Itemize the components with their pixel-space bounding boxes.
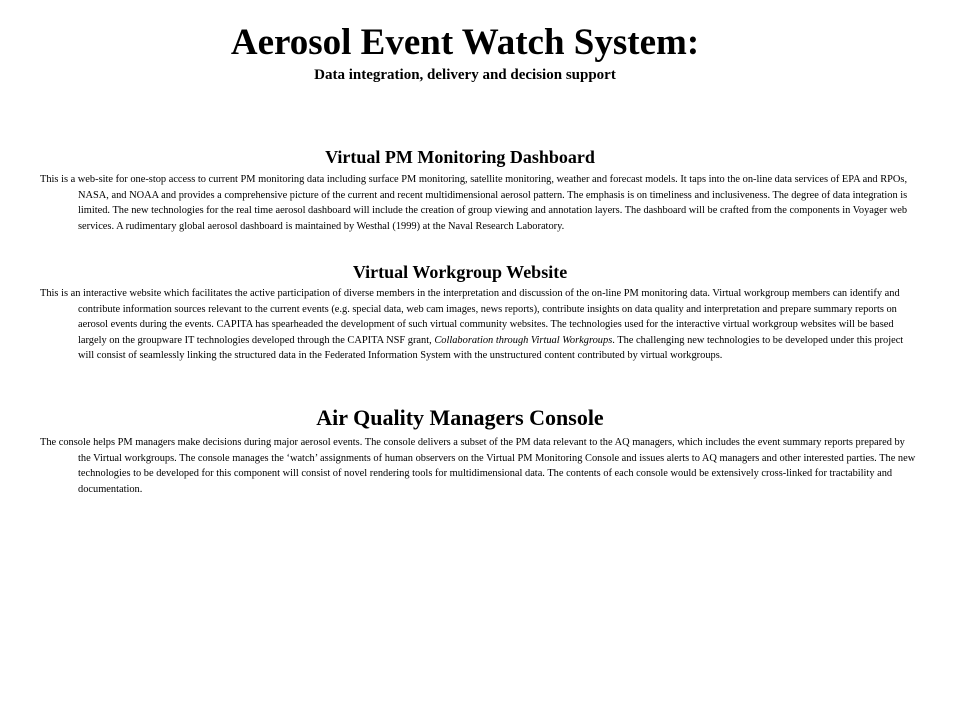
slide-subtitle: Data integration, delivery and decision support bbox=[314, 67, 616, 83]
section-body-dashboard: This is a web-site for one-stop access to current PM monitoring data including surface PM monitoring, satellite monitoring, weather and forecast models. It taps into the on-line data services of EPA and RPOs, NASA, and NOAA and provides a comprehensive picture of the current and recent multidimensional aerosol pattern. The emphasis is on timeliness and inclusiveness. The degree of data integration is limited. The new technologies for the real time aerosol dashboard will include the creation of group viewing and annotation layers. The dashboard will be crafted from the components in Voyager web services. A rudimentary global aerosol dashboard is maintained by Westhal (1999) at the Naval Research Laboratory. bbox=[40, 174, 908, 232]
workgroup-body-text-end: . The challenging new technologies to be developed under this project will consist of seamlessly linking the structured data in the Federated Information System with the unstructured content contributed by virtual workgroups. bbox=[78, 334, 904, 362]
section-heading-console: Air Quality Managers Console bbox=[316, 405, 604, 430]
slide-title: Aerosol Event Watch System: bbox=[230, 22, 700, 63]
workgroup-grant-title: Collaboration through Virtual Workgroups bbox=[434, 334, 613, 346]
workgroup-body-text: This is an interactive website which facilitates the active participation of diverse members in the interpretation and discussion of the on-line PM monitoring data. Virtual workgroup members can identify and contribute information sources relevant to the current events (e.g. special data, web cam images, news reports), contribute insights on data quality and interpretation and prepare summary reports on aerosol events during the events. CAPITA has spearheaded the development of such virtual community websites. The technologies used for the interactive virtual workgroup websites will be based largely on the groupware IT technologies developed through the CAPITA NSF grant, bbox=[40, 288, 900, 346]
section-body-console: The console helps PM managers make decisions during major aerosol events. The console delivers a subset of the PM data relevant to the AQ managers, which includes the event summary reports prepared by the Virtual workgroups. The console manages the ‘watch’ assignments of human observers on the Virtual PM Monitoring Console and issues alerts to AQ managers and other interested parties. The new technologies to be developed for this component will consist of novel rendering tools for multidimensional data. The contents of each console would be extensively cross-linked for tractability and documentation. bbox=[40, 437, 916, 495]
section-heading-workgroup: Virtual Workgroup Website bbox=[352, 262, 568, 282]
section-body-workgroup bbox=[40, 286, 920, 364]
section-heading-dashboard: Virtual PM Monitoring Dashboard bbox=[325, 147, 595, 167]
